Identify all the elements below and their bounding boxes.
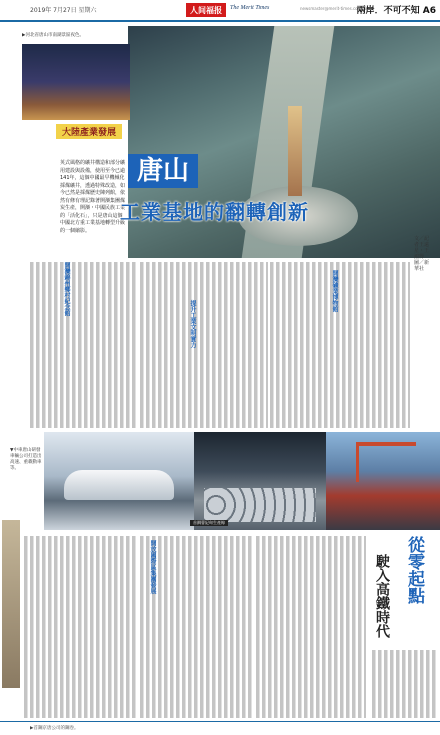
newspaper-logo: 人间福报 (186, 3, 226, 17)
feature-headline-part1: 從零起點 (404, 536, 424, 604)
steel-coils-photo (194, 432, 326, 530)
subhead-international-group: 開放國際區集團發展 (149, 540, 156, 594)
body-text-block-left (30, 262, 138, 428)
inset-photo-caption: ▶河北省唐山市南湖景區夜色。 (22, 33, 84, 38)
train-shape (64, 470, 174, 500)
monument-tower-shape (288, 106, 302, 196)
steel-photo-label: 首鋼曹妃甸生產線 (190, 520, 228, 526)
page-header (0, 0, 440, 22)
headline-main: 工業基地的翻轉創新 (120, 200, 309, 224)
feature-headline (372, 536, 422, 646)
night-lake-photo (22, 44, 130, 120)
page-footer (0, 721, 440, 735)
side-photo-strip (2, 520, 20, 688)
byline: 文／記者王遠星・王鴻得 圖／新華社 (414, 236, 430, 272)
crane-shape (356, 442, 416, 482)
lower-body-text-far-right (372, 650, 436, 718)
lead-paragraph: 英式風格的礦井構造和部分礦用建設與設備，使用至今已逾141年，這個中國最早機械化採煤礦井，透過特殊改造，如今已然是採煤歷史陳列館，依然有條有理記錄著開灤集團煤炭生產，開灤・中國民族工業的「活化石」，只是唐山這個中國北方重工業基地轉型升級的一個縮影。 (60, 160, 126, 234)
lower-body-text-right (256, 536, 366, 718)
section-title: 兩岸．不可不知 A6 (356, 6, 436, 16)
lower-body-text-left (24, 536, 136, 718)
headline-city: 唐山 (128, 154, 198, 188)
contact-email: newsmaster@merit-times.com.tw (300, 6, 368, 11)
footer-caption: ▶首鋼京唐公司的鋼卷。 (30, 726, 79, 731)
body-text-block-right (270, 262, 410, 428)
subhead-village-memorial: 開灤錦州鄉村紀念館 (63, 262, 70, 316)
coils-shape (204, 488, 316, 522)
body-text-block-middle (140, 262, 268, 428)
high-speed-train-photo (44, 432, 194, 530)
topic-kicker: 大陸產業發展 (56, 124, 122, 139)
issue-date: 2019年 7月27日 星期六 (30, 7, 97, 14)
feature-headline-part2: 駛入高鐵時代 (374, 554, 390, 638)
train-photo-caption: ▼中車唐山研發車輛公司打造出高速、重載動車等。 (10, 448, 42, 471)
subhead-mining-museum: 開灤礦業博物館 (331, 270, 338, 312)
subhead-industrial-strength: 提升工業文明實力 (189, 300, 196, 348)
newspaper-logo-english: The Merit Times (230, 5, 270, 11)
port-crane-photo (326, 432, 440, 530)
